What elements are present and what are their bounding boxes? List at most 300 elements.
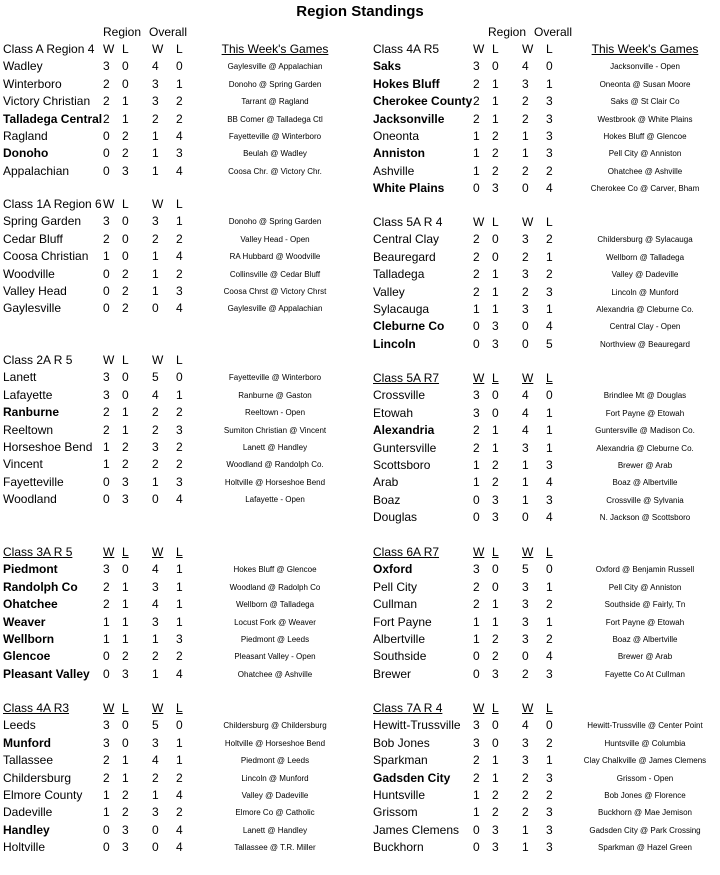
overall-wins: 0 <box>152 822 159 837</box>
region-wins: 0 <box>103 822 110 837</box>
game-matchup: Pell City @ Anniston <box>608 582 682 592</box>
game-matchup: Alexandria @ Cleburne Co. <box>596 443 694 453</box>
team-name: Weaver <box>3 614 46 629</box>
section-header <box>370 544 720 561</box>
team-name: White Plains <box>373 181 445 196</box>
team-name: Crossville <box>373 388 426 403</box>
overall-wins: 2 <box>522 249 529 264</box>
team-name: Oxford <box>373 562 413 577</box>
region-wins: 3 <box>103 214 110 229</box>
overall-losses: 5 <box>546 336 553 351</box>
column-header-losses: L <box>176 197 183 211</box>
overall-wins: 5 <box>522 562 529 577</box>
overall-wins: 1 <box>152 788 159 802</box>
team-name: Albertville <box>373 632 426 646</box>
team-name: Saks <box>373 59 402 74</box>
region-wins: 2 <box>473 232 480 247</box>
team-name: Gadsden City <box>373 770 451 785</box>
overall-losses: 1 <box>176 76 183 91</box>
region-losses: 2 <box>122 457 129 472</box>
team-name: Etowah <box>373 405 414 420</box>
game-matchup: Clay Chalkville @ James Clemens <box>583 756 707 766</box>
team-name: Huntsville <box>373 788 426 802</box>
game-matchup: Brewer @ Arab <box>617 652 673 662</box>
region-wins: 2 <box>473 597 480 612</box>
column-header-wins: W <box>522 215 534 229</box>
section-title: Class 2A R 5 <box>3 353 73 367</box>
team-row <box>370 822 720 839</box>
team-name: Talladega Central <box>3 111 103 126</box>
column-header-wins: W <box>473 371 485 385</box>
overall-losses: 3 <box>546 284 553 299</box>
region-wins: 2 <box>473 249 480 264</box>
overall-wins: 1 <box>152 632 159 646</box>
region-wins: 0 <box>473 822 480 837</box>
game-matchup: Lafayette - Open <box>245 495 305 505</box>
game-matchup: Southside @ Fairly, Tn <box>604 600 686 610</box>
region-wins: 3 <box>103 370 110 385</box>
game-matchup: Central Clay - Open <box>609 322 681 332</box>
region-wins: 3 <box>473 718 480 733</box>
game-matchup: Brewer @ Arab <box>617 461 673 470</box>
section-title: Class 5A R 4 <box>373 215 443 229</box>
team-row <box>370 336 720 353</box>
region-wins: 3 <box>473 388 480 403</box>
region-wins: 2 <box>473 111 480 126</box>
region-losses: 1 <box>492 753 499 768</box>
team-name: James Clemens <box>373 822 460 837</box>
region-losses: 2 <box>492 788 499 802</box>
team-name: Lanett <box>3 370 37 385</box>
game-matchup: Childersburg @ Childersburg <box>223 721 327 731</box>
team-row <box>0 596 360 613</box>
region-wins: 0 <box>103 301 110 316</box>
region-wins: 2 <box>473 770 480 785</box>
section-header <box>0 196 360 213</box>
team-row <box>0 248 360 265</box>
game-matchup: Woodland @ Randolph Co. <box>226 460 324 470</box>
overall-losses: 4 <box>546 475 553 490</box>
game-matchup: Fort Payne @ Etowah <box>605 617 685 627</box>
section-header <box>0 352 360 369</box>
overall-losses: 3 <box>176 284 183 298</box>
game-matchup: Childersburg @ Sylacauga <box>597 235 693 245</box>
region-losses: 1 <box>122 111 129 126</box>
overall-losses: 1 <box>176 387 183 402</box>
overall-wins: 3 <box>522 597 529 612</box>
team-name: Wellborn <box>3 632 55 646</box>
column-header-wins: W <box>103 42 115 56</box>
game-matchup: Northview @ Beauregard <box>600 339 690 349</box>
section-title: Class 5A R7 <box>373 371 440 385</box>
region-wins: 2 <box>473 753 480 768</box>
overall-wins: 3 <box>152 579 159 594</box>
column-header-wins: W <box>152 701 164 715</box>
overall-wins: 0 <box>522 336 529 351</box>
overall-losses: 0 <box>176 370 183 385</box>
region-wins: 1 <box>103 632 110 646</box>
overall-losses: 3 <box>546 770 553 785</box>
region-losses: 0 <box>492 388 499 403</box>
overall-losses: 3 <box>546 146 553 161</box>
region-losses: 2 <box>122 146 129 161</box>
overall-wins: 3 <box>152 94 159 109</box>
overall-losses: 4 <box>176 129 183 143</box>
region-losses: 3 <box>122 492 129 507</box>
team-row <box>370 631 720 648</box>
game-matchup: Tarrant @ Ragland <box>241 97 309 107</box>
team-name: Victory Christian <box>3 94 91 109</box>
game-matchup: Valley @ Dadeville <box>241 791 309 800</box>
game-matchup: Jacksonville - Open <box>610 62 680 72</box>
game-matchup: Westbrook @ White Plains <box>597 114 693 124</box>
team-row <box>0 561 360 578</box>
section-title: Class 6A R7 <box>373 545 440 559</box>
team-row <box>370 752 720 769</box>
team-name: Munford <box>3 735 51 750</box>
region-losses: 3 <box>122 666 129 681</box>
overall-losses: 0 <box>546 562 553 577</box>
overall-losses: 1 <box>546 753 553 768</box>
column-header-wins: W <box>103 545 115 559</box>
team-name: Fayetteville <box>3 474 64 489</box>
game-matchup: Collinsville @ Cedar Bluff <box>229 269 321 279</box>
overall-wins: 1 <box>152 284 159 298</box>
game-matchup: Oneonta @ Susan Moore <box>599 79 691 89</box>
team-row <box>370 474 720 491</box>
team-row <box>0 213 360 230</box>
region-losses: 1 <box>492 440 499 455</box>
column-header-losses: L <box>546 371 553 385</box>
region-wins: 0 <box>103 284 110 298</box>
region-losses: 3 <box>492 336 499 351</box>
region-wins: 1 <box>103 249 110 264</box>
team-name: Childersburg <box>3 770 72 785</box>
team-row <box>370 163 720 180</box>
region-losses: 0 <box>492 579 499 594</box>
region-caption-left: Region <box>103 25 142 39</box>
overall-wins: 1 <box>522 475 529 490</box>
game-matchup: Oxford @ Benjamin Russell <box>595 565 695 575</box>
team-row <box>0 145 360 162</box>
team-name: Ragland <box>3 129 48 143</box>
region-wins: 2 <box>473 76 480 91</box>
region-wins: 0 <box>473 666 480 681</box>
overall-losses: 3 <box>546 129 553 143</box>
team-name: Valley <box>373 284 405 299</box>
region-wins: 3 <box>103 387 110 402</box>
region-losses: 2 <box>492 475 499 490</box>
team-row <box>0 231 360 248</box>
overall-wins: 2 <box>152 649 159 664</box>
overall-losses: 4 <box>176 840 183 855</box>
overall-wins: 4 <box>152 753 159 768</box>
section-header <box>370 370 720 387</box>
region-losses: 3 <box>492 181 499 196</box>
game-matchup: Fayetteville @ Winterboro <box>228 373 322 383</box>
column-header-losses: L <box>546 545 553 559</box>
team-name: Scottsboro <box>373 458 431 472</box>
game-matchup: Donoho @ Spring Garden <box>228 79 322 89</box>
team-name: Valley Head <box>3 284 67 298</box>
overall-wins: 2 <box>522 284 529 299</box>
team-row <box>370 648 720 665</box>
overall-losses: 1 <box>546 423 553 438</box>
region-losses: 2 <box>492 805 499 820</box>
team-name: Bob Jones <box>373 735 430 750</box>
game-matchup: Piedmont @ Leeds <box>240 756 310 766</box>
region-wins: 3 <box>473 59 480 74</box>
overall-wins: 4 <box>522 423 529 438</box>
game-matchup: Brindlee Mt @ Douglas <box>603 391 687 401</box>
team-row <box>0 128 360 145</box>
team-row <box>0 404 360 421</box>
region-losses: 3 <box>492 319 499 334</box>
column-header-losses: L <box>492 215 499 229</box>
overall-losses: 1 <box>176 562 183 577</box>
team-name: Woodville <box>3 266 55 281</box>
column-header-wins: W <box>152 197 164 211</box>
region-wins: 0 <box>473 510 480 525</box>
team-name: Pleasant Valley <box>3 666 90 681</box>
game-matchup: Saks @ St Clair Co <box>610 97 680 107</box>
team-row <box>370 509 720 526</box>
team-name: Boaz <box>373 492 401 507</box>
column-header-wins: W <box>152 42 164 56</box>
region-losses: 1 <box>122 579 129 594</box>
region-wins: 1 <box>103 805 110 820</box>
game-matchup: Lincoln @ Munford <box>241 773 309 783</box>
overall-wins: 2 <box>152 111 159 126</box>
team-row <box>0 822 360 839</box>
overall-wins: 3 <box>152 76 159 91</box>
overall-losses: 3 <box>546 822 553 837</box>
games-header: This Week's Games <box>221 42 329 56</box>
overall-losses: 1 <box>546 405 553 420</box>
region-wins: 0 <box>473 319 480 334</box>
game-matchup: Ranburne @ Gaston <box>238 390 312 400</box>
region-wins: 2 <box>473 440 480 455</box>
region-wins: 1 <box>473 129 480 143</box>
overall-losses: 1 <box>176 597 183 612</box>
overall-wins: 2 <box>522 805 529 820</box>
region-wins: 1 <box>473 805 480 820</box>
overall-losses: 2 <box>546 267 553 282</box>
region-losses: 0 <box>492 735 499 750</box>
region-wins: 0 <box>473 492 480 507</box>
region-wins: 2 <box>103 422 110 437</box>
overall-losses: 1 <box>546 440 553 455</box>
game-matchup: Beulah @ Wadley <box>243 149 307 159</box>
region-losses: 0 <box>122 59 129 74</box>
region-losses: 2 <box>122 284 129 298</box>
section-header <box>370 700 720 717</box>
team-row <box>370 266 720 283</box>
overall-losses: 2 <box>176 649 183 664</box>
overall-losses: 3 <box>546 111 553 126</box>
team-row <box>370 180 720 197</box>
team-name: Ohatchee <box>3 597 58 612</box>
game-matchup: Gaylesville @ Appalachian <box>227 62 323 72</box>
team-name: Hokes Bluff <box>373 76 440 91</box>
region-wins: 2 <box>473 94 480 109</box>
team-name: Donoho <box>3 146 49 161</box>
region-losses: 0 <box>122 387 129 402</box>
region-losses: 3 <box>122 822 129 837</box>
overall-wins: 3 <box>152 440 159 454</box>
region-losses: 1 <box>492 267 499 282</box>
region-losses: 1 <box>122 770 129 785</box>
game-matchup: Donoho @ Spring Garden <box>228 217 322 227</box>
team-row <box>370 58 720 75</box>
game-matchup: Lanett @ Handley <box>242 443 308 452</box>
region-wins: 2 <box>103 231 110 246</box>
team-name: Arab <box>373 475 399 490</box>
team-name: Lincoln <box>373 336 416 351</box>
team-row <box>370 561 720 578</box>
team-name: Oneonta <box>373 129 420 143</box>
region-losses: 1 <box>122 632 129 646</box>
team-name: Grissom <box>373 805 418 820</box>
overall-wins: 1 <box>152 266 159 281</box>
game-matchup: Pell City @ Anniston <box>608 149 682 159</box>
region-losses: 3 <box>492 840 499 855</box>
column-header-wins: W <box>152 353 164 367</box>
team-name: Wadley <box>3 59 43 74</box>
game-matchup: Tallassee @ T.R. Miller <box>234 843 316 853</box>
region-wins: 1 <box>473 788 480 802</box>
game-matchup: Bob Jones @ Florence <box>604 791 686 800</box>
overall-losses: 4 <box>176 492 183 507</box>
games-header: This Week's Games <box>591 42 699 56</box>
region-losses: 2 <box>492 163 499 178</box>
team-row <box>370 770 720 787</box>
game-matchup: Woodland @ Radolph Co <box>229 582 321 592</box>
team-row <box>0 491 360 508</box>
team-row <box>370 787 720 804</box>
overall-losses: 3 <box>176 146 183 161</box>
team-row <box>370 128 720 145</box>
team-row <box>370 284 720 301</box>
team-row <box>0 474 360 491</box>
game-matchup: Coosa Chr. @ Victory Chr. <box>228 166 322 176</box>
region-losses: 1 <box>492 302 499 316</box>
team-name: Holtville <box>3 840 46 855</box>
game-matchup: Wellborn @ Talladega <box>605 252 685 262</box>
overall-losses: 2 <box>546 597 553 612</box>
game-matchup: Guntersville @ Madison Co. <box>595 426 695 436</box>
overall-wins: 2 <box>152 770 159 785</box>
team-name: Cherokee County <box>373 94 473 109</box>
region-wins: 0 <box>473 840 480 855</box>
column-header-losses: L <box>122 42 129 56</box>
team-row <box>370 93 720 110</box>
section-title: Class 4A R5 <box>373 42 440 56</box>
game-matchup: Sparkman @ Hazel Green <box>598 843 692 853</box>
team-name: Appalachian <box>3 163 70 178</box>
overall-wins: 3 <box>522 735 529 750</box>
overall-losses: 0 <box>546 59 553 74</box>
overall-losses: 4 <box>176 666 183 681</box>
column-header-wins: W <box>473 42 485 56</box>
region-losses: 1 <box>492 76 499 91</box>
overall-losses: 2 <box>546 632 553 646</box>
overall-losses: 1 <box>546 614 553 629</box>
region-losses: 0 <box>122 718 129 733</box>
team-row <box>0 163 360 180</box>
overall-wins: 5 <box>152 718 159 733</box>
team-row <box>0 456 360 473</box>
region-losses: 1 <box>492 111 499 126</box>
column-header-losses: L <box>122 545 129 559</box>
overall-caption-right: Overall <box>534 25 573 39</box>
overall-losses: 1 <box>546 302 553 316</box>
page-title: Region Standings <box>296 3 424 20</box>
overall-wins: 0 <box>152 301 159 316</box>
team-row <box>0 787 360 804</box>
region-wins: 3 <box>473 405 480 420</box>
overall-wins: 3 <box>152 614 159 629</box>
team-name: Anniston <box>373 146 425 161</box>
team-name: Woodland <box>3 492 57 507</box>
region-losses: 0 <box>492 249 499 264</box>
column-header-losses: L <box>122 701 129 715</box>
region-wins: 1 <box>103 440 110 454</box>
overall-wins: 0 <box>522 181 529 196</box>
overall-wins: 2 <box>522 111 529 126</box>
overall-wins: 3 <box>522 440 529 455</box>
overall-losses: 3 <box>546 840 553 855</box>
team-row <box>0 300 360 317</box>
region-losses: 2 <box>492 129 499 143</box>
overall-wins: 0 <box>522 319 529 334</box>
overall-losses: 2 <box>176 266 183 281</box>
overall-losses: 0 <box>176 718 183 733</box>
overall-wins: 1 <box>152 474 159 489</box>
overall-losses: 2 <box>176 94 183 109</box>
column-header-wins: W <box>522 42 534 56</box>
game-matchup: Valley Head - Open <box>240 234 310 244</box>
overall-losses: 3 <box>176 632 183 646</box>
column-header-wins: W <box>152 545 164 559</box>
region-losses: 0 <box>122 735 129 750</box>
overall-losses: 2 <box>176 457 183 472</box>
team-row <box>0 839 360 856</box>
team-name: Alexandria <box>373 423 435 438</box>
team-row <box>0 631 360 648</box>
game-matchup: Piedmont @ Leeds <box>240 635 310 644</box>
team-row <box>370 735 720 752</box>
team-row <box>370 387 720 404</box>
region-wins: 3 <box>473 735 480 750</box>
team-row <box>370 666 720 683</box>
overall-wins: 2 <box>152 457 159 472</box>
overall-wins: 4 <box>152 387 159 402</box>
game-matchup: Elmore Co @ Catholic <box>235 808 315 818</box>
team-row <box>0 648 360 665</box>
overall-wins: 4 <box>152 59 159 74</box>
team-name: Handley <box>3 822 50 837</box>
region-losses: 0 <box>492 232 499 247</box>
region-losses: 2 <box>122 129 129 143</box>
team-row <box>370 301 720 318</box>
section-title: Class 4A R3 <box>3 701 70 715</box>
region-losses: 3 <box>492 510 499 525</box>
region-wins: 0 <box>473 181 480 196</box>
region-losses: 1 <box>122 94 129 109</box>
column-header-wins: W <box>473 701 485 715</box>
region-losses: 0 <box>492 718 499 733</box>
